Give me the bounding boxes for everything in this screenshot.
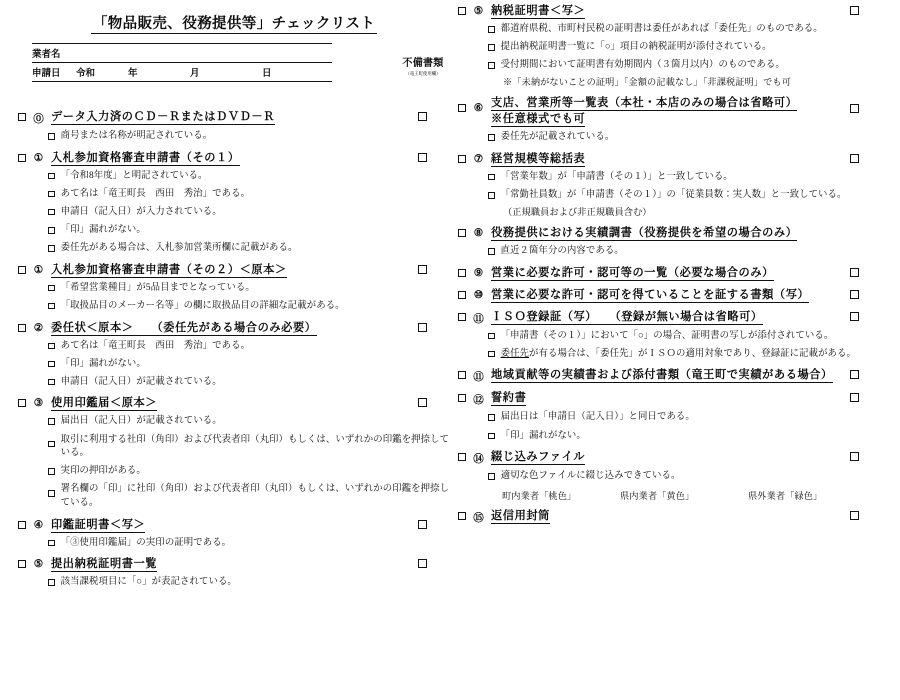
defect-checkbox[interactable] — [850, 290, 859, 299]
section-title: 経営規模等総括表 — [491, 152, 586, 165]
item-label: 都道府県税、市町村民税の証明書は委任があれば「委任先」のものである。 — [500, 24, 823, 34]
day-field[interactable]: 日 — [262, 63, 332, 82]
defect-checkbox[interactable] — [850, 6, 859, 15]
defect-checkbox[interactable] — [850, 370, 859, 379]
section-number: ⑨ — [473, 267, 484, 279]
section-number: ④ — [33, 519, 44, 531]
item-label: 「令和8年度」と明記されている。 — [60, 170, 208, 181]
item-label: 実印の押印がある。 — [60, 466, 146, 477]
section-header — [18, 151, 450, 166]
section-header — [458, 391, 900, 407]
item-checkbox[interactable] — [488, 333, 495, 340]
defect-checkbox[interactable] — [850, 104, 859, 113]
item-label: 「希望営業種目」が5品目までとなっている。 — [60, 282, 255, 293]
defect-checkbox[interactable] — [850, 268, 859, 277]
section-title-group — [491, 4, 585, 19]
checklist-item — [48, 415, 450, 429]
section-title-group — [491, 96, 797, 127]
item-label: 「印」漏れがない。 — [60, 225, 146, 235]
item-checkbox[interactable] — [48, 209, 55, 216]
section-items — [488, 171, 900, 219]
file-color-entry: 県内業者「黄色」 — [620, 491, 695, 502]
file-color-legend — [502, 488, 900, 502]
checklist-item — [48, 130, 450, 144]
checklist-section — [18, 110, 450, 144]
item-label: 取引に利用する社印（角印）および代表者印（丸印）もしくは、いずれかの印鑑を押捺している。 — [60, 434, 450, 459]
section-header — [18, 110, 450, 126]
item-label: 「営業年数」が「申請書（その１）」と一致している。 — [500, 171, 733, 182]
checklist-section — [458, 96, 900, 145]
section-title-group — [491, 310, 763, 325]
checklist-item — [488, 59, 900, 73]
section-title: ※任意様式でも可 — [491, 113, 586, 126]
section-title-group — [51, 110, 275, 125]
item-checkbox[interactable] — [488, 433, 495, 440]
section-title-group — [491, 288, 809, 303]
section-title: 入札参加資格審査申請書（その２）＜原本＞ — [51, 263, 287, 276]
checklist-item — [48, 465, 450, 479]
right-column — [450, 0, 900, 700]
section-items — [48, 415, 450, 510]
section-header — [458, 226, 900, 241]
section-header — [458, 266, 900, 281]
defect-checkbox[interactable] — [418, 112, 427, 121]
right-section-list — [458, 4, 900, 525]
checklist-item — [48, 242, 450, 256]
checklist-item — [48, 358, 450, 372]
section-number: ⑥ — [473, 103, 484, 115]
section-title: データ入力済のＣＤ－ＲまたはＤＶＤ－Ｒ — [51, 111, 275, 123]
section-checkbox[interactable] — [458, 229, 466, 237]
item-label: 申請日（記入日）が入力されている。 — [60, 206, 222, 217]
checklist-item — [48, 376, 450, 390]
item-checkbox[interactable] — [48, 285, 55, 292]
file-color-entry: 町内業者「桃色」 — [502, 491, 577, 502]
checklist-item — [48, 537, 450, 551]
section-title-group — [491, 450, 585, 465]
section-header — [458, 4, 900, 19]
checklist-item — [48, 170, 450, 184]
item-checkbox[interactable] — [48, 361, 55, 368]
section-title: 返信用封筒 — [491, 510, 550, 523]
section-header — [18, 396, 450, 411]
section-checkbox[interactable] — [458, 269, 466, 277]
item-checkbox[interactable] — [488, 473, 495, 480]
item-checkbox[interactable] — [48, 227, 55, 234]
checklist-item — [488, 23, 900, 37]
checklist-section — [458, 4, 900, 89]
item-checkbox[interactable] — [488, 248, 495, 255]
section-header — [458, 152, 900, 167]
section-number: ⓪ — [33, 114, 44, 125]
section-number: ⑩ — [473, 289, 484, 301]
section-title: 納税証明書＜写＞ — [491, 5, 586, 17]
checklist-item — [488, 411, 900, 425]
section-title-group — [491, 368, 833, 383]
section-header — [458, 368, 900, 384]
section-title: 委任状＜原本＞ （委任先がある場合のみ必要） — [51, 321, 317, 334]
item-label: 提出納税証明書一覧に「○」項目の納税証明が添付されている。 — [500, 42, 772, 53]
section-title: 綴じ込みファイル — [491, 451, 586, 464]
section-number: ⑤ — [473, 6, 484, 17]
vendor-value[interactable] — [76, 44, 128, 63]
section-checkbox[interactable] — [458, 7, 466, 15]
section-checkbox[interactable] — [18, 324, 26, 332]
checklist-item — [488, 131, 900, 145]
checklist-section — [458, 152, 900, 219]
section-items — [48, 170, 450, 256]
item-label: 「取扱品目のメーカー名等」の欄に取扱品目の詳細な記載がある。 — [60, 300, 345, 311]
section-number: ② — [33, 322, 44, 334]
application-date-row — [32, 63, 332, 82]
section-items — [48, 282, 450, 314]
defect-column-note: （竜王町使用欄） — [405, 70, 441, 76]
section-checkbox[interactable] — [458, 313, 466, 321]
item-label: 委任先が記載されている。 — [500, 132, 615, 143]
defect-checkbox[interactable] — [850, 154, 859, 163]
item-checkbox[interactable] — [488, 192, 495, 199]
section-title: 役務提供における実績調書（役務提供を希望の場合のみ） — [491, 227, 798, 239]
section-checkbox[interactable] — [458, 512, 466, 520]
item-checkbox[interactable] — [48, 540, 55, 547]
section-checkbox[interactable] — [458, 371, 466, 379]
item-checkbox[interactable] — [488, 134, 495, 141]
section-items — [48, 340, 450, 390]
section-items — [488, 330, 900, 362]
section-number: ⑪ — [473, 313, 484, 325]
date-label: 申請日 — [32, 63, 76, 82]
section-header — [458, 509, 900, 525]
item-checkbox[interactable] — [48, 173, 55, 180]
section-title: 印鑑証明書＜写＞ — [51, 518, 146, 531]
section-number: ⑮ — [473, 513, 484, 525]
defect-checkbox[interactable] — [418, 520, 427, 529]
file-color-entry: 県外業者「緑色」 — [748, 491, 823, 502]
section-title: 営業に必要な許可・認可等の一覧（必要な場合のみ） — [491, 266, 774, 279]
section-items — [48, 576, 450, 590]
checklist-section — [18, 321, 450, 390]
checklist-section — [18, 396, 450, 510]
section-title-group — [51, 396, 157, 411]
item-label: 「申請書（その１）」において「○」の場合、証明書の写しが添付されている。 — [500, 330, 834, 341]
item-checkbox[interactable] — [488, 414, 495, 421]
applicant-info-table — [32, 43, 332, 82]
item-checkbox[interactable] — [488, 62, 495, 69]
vendor-row — [32, 44, 332, 63]
section-items — [488, 131, 900, 145]
section-header — [458, 450, 900, 466]
checklist-item — [48, 483, 450, 510]
item-label: 署名欄の「印」に社印（角印）および代表者印（丸印）もしくは、いずれかの印鑑を押捺している。 — [60, 484, 450, 508]
item-label: 申請日（記入日）が記載されている。 — [60, 376, 222, 387]
item-checkbox[interactable] — [48, 490, 55, 497]
item-label: 「常勤社員数」が「申請書（その１）」の「従業員数：実人数」と一致している。 — [500, 190, 847, 200]
section-items — [488, 470, 900, 502]
item-label: 適切な色ファイルに綴じ込みできている。 — [500, 471, 681, 482]
item-label: 商号または名称が明記されている。 — [60, 131, 213, 141]
section-items — [488, 245, 900, 259]
item-checkbox[interactable] — [48, 343, 55, 350]
item-checkbox[interactable] — [48, 441, 55, 448]
checklist-item — [48, 282, 450, 296]
checklist-section — [458, 266, 900, 281]
section-number: ① — [33, 264, 44, 276]
checklist-item — [48, 434, 450, 461]
defect-column-header — [392, 58, 454, 76]
item-checkbox[interactable] — [488, 44, 495, 51]
checklist-section — [458, 450, 900, 502]
month-field[interactable]: 月 — [190, 63, 262, 82]
checklist-section — [18, 263, 450, 314]
section-header — [18, 518, 450, 533]
section-number: ⑫ — [473, 395, 484, 407]
checklist-item — [48, 224, 450, 238]
section-header — [18, 321, 450, 336]
defect-checkbox[interactable] — [850, 393, 859, 402]
item-checkbox[interactable] — [48, 191, 55, 198]
page-title: 「物品販売、役務提供等」チェックリスト — [92, 16, 376, 32]
checklist-item — [48, 300, 450, 314]
section-number: ⑪ — [473, 372, 484, 384]
section-title-group — [51, 151, 240, 166]
section-number: ① — [33, 152, 44, 164]
section-title-group — [491, 509, 550, 524]
defect-checkbox[interactable] — [850, 312, 859, 321]
defect-checkbox[interactable] — [850, 452, 859, 461]
section-title-group — [51, 263, 287, 278]
item-checkbox[interactable] — [48, 579, 55, 586]
checklist-item — [488, 245, 900, 259]
item-label: 届出日（記入日）が記載されている。 — [60, 416, 222, 427]
defect-checkbox[interactable] — [418, 265, 427, 274]
item-checkbox[interactable] — [48, 245, 55, 252]
section-title-group — [491, 266, 774, 281]
section-checkbox[interactable] — [18, 399, 26, 407]
section-checkbox[interactable] — [18, 521, 26, 529]
item-checkbox[interactable] — [48, 418, 55, 425]
section-title: 入札参加資格審査申請書（その１） — [51, 151, 240, 164]
section-checkbox[interactable] — [18, 154, 26, 162]
section-items — [488, 23, 900, 89]
section-number: ⑤ — [33, 559, 44, 571]
section-title-group — [491, 391, 526, 406]
item-checkbox[interactable] — [48, 133, 55, 140]
checklist-item — [48, 576, 450, 590]
left-section-list — [18, 110, 450, 590]
item-emphasis: 委任先 — [500, 348, 530, 359]
item-label: 届出日は「申請日（記入日）」と同日である。 — [500, 412, 695, 423]
checklist-item — [488, 470, 900, 484]
section-items — [48, 130, 450, 144]
checklist-item — [488, 330, 900, 344]
section-title: 支店、営業所等一覧表（本社・本店のみの場合は省略可） — [491, 97, 798, 110]
item-checkbox[interactable] — [488, 351, 495, 358]
item-checkbox[interactable] — [488, 174, 495, 181]
item-label: あて名は「竜王町長 西田 秀治」である。 — [60, 340, 251, 351]
section-title: ＩＳＯ登録証（写） （登録が無い場合は省略可） — [491, 310, 763, 323]
section-title-group — [51, 518, 145, 533]
section-title-group — [491, 226, 797, 241]
defect-checkbox[interactable] — [418, 323, 427, 332]
checklist-item — [48, 340, 450, 354]
section-number: ③ — [33, 398, 44, 410]
section-title-group — [491, 152, 585, 167]
checklist-item — [48, 188, 450, 202]
section-header — [18, 557, 450, 572]
section-checkbox[interactable] — [18, 266, 26, 274]
checklist-section — [458, 391, 900, 443]
section-title: 提出納税証明書一覧 — [51, 558, 158, 571]
section-checkbox[interactable] — [458, 104, 466, 112]
item-checkbox[interactable] — [48, 303, 55, 310]
section-number: ⑧ — [473, 228, 484, 239]
section-header — [18, 263, 450, 278]
item-checkbox[interactable] — [48, 379, 55, 386]
section-title-group — [51, 321, 317, 336]
section-checkbox[interactable] — [458, 291, 466, 299]
defect-checkbox[interactable] — [850, 511, 859, 520]
checklist-item — [48, 206, 450, 220]
section-title: 営業に必要な許可・認可を得ていることを証する書類（写） — [491, 288, 810, 301]
item-label: 「印」漏れがない。 — [500, 430, 586, 441]
year-field[interactable]: 年 — [128, 63, 190, 82]
checklist-section — [458, 310, 900, 362]
item-label: 該当課税項目に「○」が表記されている。 — [60, 577, 237, 588]
section-number: ⑦ — [473, 153, 484, 165]
checklist-section — [18, 151, 450, 256]
defect-checkbox[interactable] — [418, 153, 427, 162]
section-header — [458, 96, 900, 127]
item-label: 委任先がある場合は、入札参加営業所欄に記載がある。 — [60, 243, 298, 254]
checklist-item — [488, 171, 900, 185]
checklist-item — [488, 430, 900, 444]
item-label: 「③使用印鑑届」の実印の証明である。 — [60, 537, 232, 548]
checklist-section — [458, 368, 900, 384]
checklist-section — [458, 226, 900, 259]
section-checkbox[interactable] — [458, 453, 466, 461]
section-header — [458, 288, 900, 303]
checklist-section — [458, 288, 900, 303]
section-note: ※「未納がないことの証明」「金額の記載なし」「非課税証明」でも可 — [503, 77, 791, 88]
checklist-item — [488, 348, 900, 362]
section-title-group — [51, 557, 157, 572]
checklist-section — [18, 518, 450, 551]
section-checkbox[interactable] — [18, 113, 26, 121]
defect-checkbox[interactable] — [418, 559, 427, 568]
section-title: 地域貢献等の実績書および添付書類（竜王町で実績がある場合） — [491, 369, 833, 382]
item-label: 受付期間において証明書有効期間内（３箇月以内）のものである。 — [500, 60, 785, 71]
checklist-section — [18, 557, 450, 590]
section-note: （正規職員および非正規職員含む） — [503, 207, 652, 218]
item-label: あて名は「竜王町長 西田 秀治」である。 — [60, 188, 251, 199]
era-label: 令和 — [76, 63, 128, 82]
checklist-item — [488, 189, 900, 203]
item-label: 直近２箇年分の内容である。 — [500, 246, 624, 256]
item-checkbox[interactable] — [48, 468, 55, 475]
section-number: ⑭ — [473, 454, 484, 466]
section-header — [458, 310, 900, 326]
defect-column-title: 不備書類 — [402, 58, 444, 69]
section-checkbox[interactable] — [458, 155, 466, 163]
checklist-item — [488, 41, 900, 55]
item-label: 委任先が有る場合は、「委任先」がＩＳＯの適用対象であり、登録証に記載がある。 — [500, 348, 856, 359]
section-items — [48, 537, 450, 551]
section-checkbox[interactable] — [458, 394, 466, 402]
vendor-label: 業者名 — [32, 44, 76, 63]
defect-checkbox[interactable] — [418, 398, 427, 407]
section-title: 誓約書 — [491, 392, 527, 405]
section-title: 使用印鑑届＜原本＞ — [51, 397, 158, 410]
item-label: 「印」漏れがない。 — [60, 358, 146, 369]
section-checkbox[interactable] — [18, 560, 26, 568]
checklist-section — [458, 509, 900, 525]
section-items — [488, 411, 900, 443]
item-checkbox[interactable] — [488, 26, 495, 33]
